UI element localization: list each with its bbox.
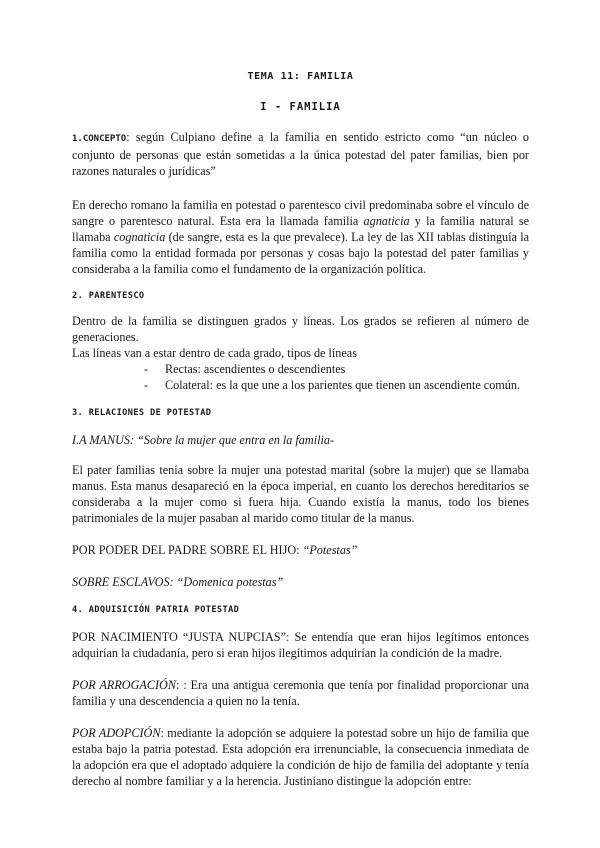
manus-paragraph: El pater familias tenía sobre la mujer una potestad marital (sobre la mujer) que se llamaba manus. Esta manus desapareció en la época imperial, en cuanto los derechos hereditarios se consideraba a la mujer como si fuera hija. Cuando existía la manus, todo los bienes patrimoniales de la mujer pasaban al marido como titular de la manus. <box>72 463 529 525</box>
parentesco-heading: 2. PARENTESCO <box>72 291 145 301</box>
manus-label: I.A MANUS: “Sobre la mujer que entra en la familia- <box>72 433 335 447</box>
cognaticia-term: cognaticia <box>113 230 166 244</box>
lineas-list <box>72 361 529 393</box>
adquisicion-heading: 4. ADQUISICIÓN PATRIA POTESTAD <box>72 605 240 615</box>
list-dash: - <box>144 378 149 392</box>
poder-label: POR PODER DEL PADRE SOBRE EL HIJO: <box>72 543 303 557</box>
relaciones-heading: 3. RELACIONES DE POTESTAD <box>72 408 212 418</box>
document-title: TEMA 11: FAMILIA <box>247 71 354 82</box>
adopcion-text: : mediante la adopción se adquiere la potestad sobre un hijo de familia que estaba bajo la patria potestad. Esta adopción era irrenunciable, la consecuencia inmediata de la adopción era que el adoptado adquiere la condición de hijo de familia del adoptante y tenía derecho al nombre familiar y a la herencia. Justiniano distingue la adopción entre: <box>72 726 529 788</box>
derecho-text-3: (de sangre, esta es la que prevalece). La ley de las XII tablas distinguía la familia como la entidad formada por personas y cosas bajo la potestad del pater familias y consideraba a la familia como el fundamento de la organización política. <box>72 230 529 276</box>
arrogacion-text: : : Era una antigua ceremonia que tenía por finalidad proporcionar una familia y una descendencia a quien no la tenía. <box>72 678 529 708</box>
document-body <box>72 70 529 789</box>
adopcion-paragraph <box>72 725 529 789</box>
list-item <box>72 361 529 377</box>
potestas-term: “Potestas” <box>302 543 358 557</box>
list-item-text: Rectas: ascendientes o descendientes <box>165 362 346 376</box>
list-item-text: Colateral: es la que une a los parientes que tienen un ascendiente común. <box>165 378 521 392</box>
list-dash: - <box>144 362 149 376</box>
concepto-heading: 1.CONCEPTO <box>72 134 127 144</box>
concepto-paragraph <box>72 129 529 179</box>
derecho-paragraph <box>72 197 529 277</box>
parentesco-text-1: Dentro de la familia se distinguen grados y líneas. Los grados se refieren al número de generaciones. <box>72 314 529 344</box>
arrogacion-paragraph <box>72 677 529 709</box>
adopcion-label: POR ADOPCIÓN <box>72 726 161 740</box>
document-subtitle: I - FAMILIA <box>260 101 341 113</box>
parentesco-text-2: Las líneas van a estar dentro de cada grado, tipos de líneas <box>72 346 357 360</box>
esclavos-line: SOBRE ESCLAVOS: “Domenica potestas” <box>72 575 284 589</box>
nacimiento-paragraph: POR NACIMIENTO “JUSTA NUPCIAS”: Se entendía que eran hijos legítimos entonces adquirían la ciudadanía, pero si eran hijos ilegítimos adquirían la condición de la madre. <box>72 630 529 660</box>
derecho-text-2: y la familia natural se llamaba <box>72 214 529 244</box>
agnaticia-term: agnaticia <box>363 214 410 228</box>
concepto-text: : según Culpiano define a la familia en sentido estricto como “un núcleo o conjunto de personas que están sometidas a la única potestad del pater familias, bien por razones naturales o jurídicas” <box>72 130 529 178</box>
derecho-text-1: En derecho romano la familia en potestad o parentesco civil predominaba sobre el vínculo de sangre o parentesco natural. Esta era la llamada familia <box>72 198 529 228</box>
arrogacion-label: POR ARROGACIÓN <box>72 678 176 692</box>
poder-paragraph <box>72 542 529 558</box>
list-item <box>72 377 529 393</box>
